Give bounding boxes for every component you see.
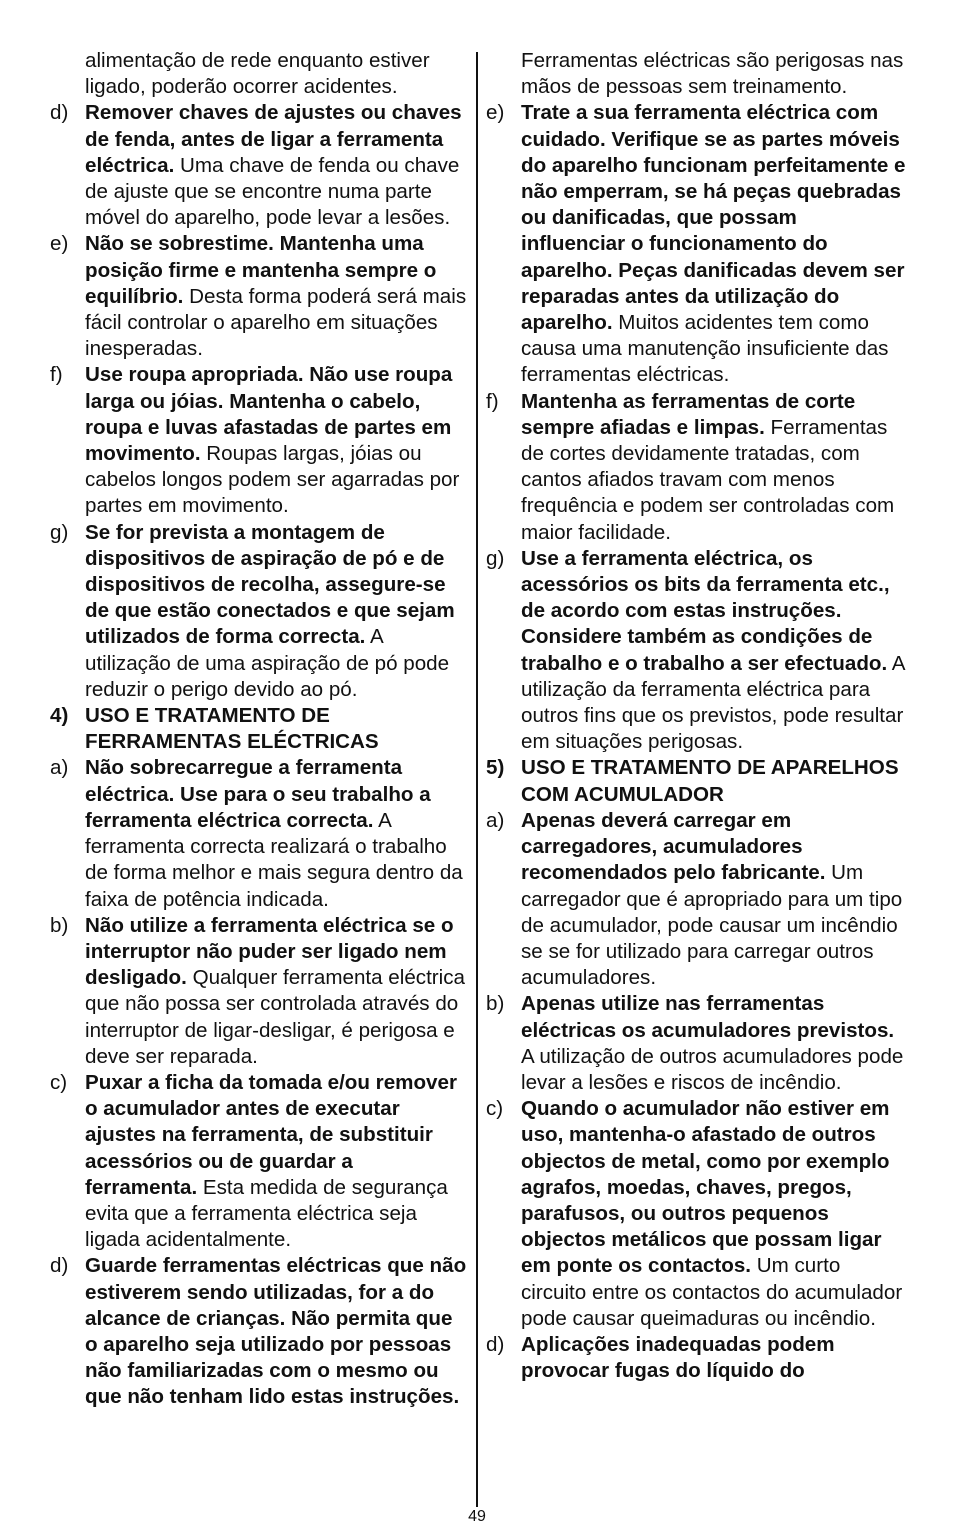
list-item: [486, 1096, 906, 1332]
item-bold-text: Quando o acumulador não estiver em uso, mantenha-o afastado de outros objectos de metal, como por exemplo agrafos, moedas, chaves, pregos, parafusos, ou outros pequenos objectos metálicos que possam ligar em ponte os contactos.: [521, 1097, 890, 1278]
item-text: Ferramentas de cortes devidamente tratadas, com cantos afiados travam com menos frequência e podem ser controladas com maior facilidade.: [521, 415, 895, 544]
item-bold-text: Aplicações inadequadas podem provocar fugas do líquido do: [521, 1332, 835, 1383]
item-bold-text: Não sobrecarregue a ferramenta eléctrica. Use para o seu trabalho a ferramenta eléctrica correcta.: [85, 756, 431, 832]
item-marker: a): [486, 808, 505, 832]
continuation-text: Ferramentas eléctricas são perigosas nas mãos de pessoas sem treinamento.: [521, 49, 904, 99]
section-heading: [50, 703, 468, 755]
item-marker: b): [486, 992, 505, 1016]
list-item: [50, 231, 468, 362]
item-marker: g): [50, 520, 69, 544]
list-item: [486, 389, 906, 546]
list-item: [486, 991, 906, 1096]
item-bold-text: Não se sobrestime. Mantenha uma posição firme e mantenha sempre o equilíbrio.: [85, 232, 437, 308]
item-bold-text: Se for prevista a montagem de dispositivos de aspiração de pó e de dispositivos de recolha, assegure-se de que estão conectados e que sejam utilizados de forma correcta.: [85, 520, 455, 649]
item-bold-text: Mantenha as ferramentas de corte sempre afiadas e limpas.: [521, 389, 856, 439]
item-text: Uma chave de fenda ou chave de ajuste que se encontre numa parte móvel do aparelho, pode levar a lesões.: [85, 153, 460, 230]
list-item: [50, 755, 468, 912]
column-divider: [476, 52, 478, 1507]
item-marker: e): [50, 232, 69, 256]
continuation-text: alimentação de rede enquanto estiver ligado, poderão ocorrer acidentes.: [85, 49, 430, 99]
list-item: [486, 808, 906, 991]
section-title: USO E TRATAMENTO DE APARELHOS COM ACUMULADOR: [521, 756, 899, 806]
item-marker: d): [50, 1254, 69, 1278]
list-item: [486, 546, 906, 756]
item-bold-text: Use roupa apropriada. Não use roupa larga ou jóias. Mantenha o cabelo, roupa e luvas afastadas de partes em movimento.: [85, 363, 453, 466]
section-number: 4): [50, 704, 69, 728]
item-text: Um carregador que é apropriado para um tipo de acumulador, pode causar um incêndio se se for utilizado para carregar outros acumuladores.: [521, 861, 903, 990]
item-text: A utilização de uma aspiração de pó pode reduzir o perigo devido ao pó.: [85, 625, 450, 701]
page-number: 49: [468, 1508, 486, 1525]
item-bold-text: Trate a sua ferramenta eléctrica com cuidado. Verifique se as partes móveis do aparelho funcionam perfeitamente e não emperram, se há peças quebradas ou danificadas, que possam influenciar o funcionamento do aparelho. Peças danificadas devem ser reparadas antes da utilização do aparelho.: [521, 101, 906, 335]
item-bold-text: Não utilize a ferramenta eléctrica se o interruptor não puder ser ligado nem desligado.: [85, 913, 454, 990]
item-text: Muitos acidentes tem como causa uma manutenção insuficiente das ferramentas eléctricas.: [521, 311, 889, 387]
list-item: [50, 520, 468, 703]
item-marker: d): [50, 101, 69, 125]
item-bold-text: Puxar a ficha da tomada e/ou remover o acumulador antes de executar ajustes na ferramenta, de substituir acessórios ou de guardar a ferramenta.: [85, 1070, 457, 1199]
list-item: [486, 100, 906, 388]
section-number: 5): [486, 756, 505, 780]
item-text: Um curto circuito entre os contactos do acumulador pode causar queimaduras ou incêndio.: [521, 1254, 903, 1330]
item-bold-text: Apenas deverá carregar em carregadores, acumuladores recomendados pelo fabricante.: [521, 808, 826, 885]
item-marker: c): [50, 1070, 68, 1094]
right-column: [486, 48, 906, 1384]
list-item: [50, 1253, 468, 1410]
item-bold-text: Apenas utilize nas ferramentas eléctricas os acumuladores previstos.: [521, 992, 895, 1042]
list-item: [50, 100, 468, 231]
item-text: Roupas largas, jóias ou cabelos longos podem ser agarradas por partes em movimento.: [85, 442, 460, 518]
item-text: A ferramenta correcta realizará o trabalho de forma melhor e mais segura dentro da faixa de potência indicada.: [85, 808, 463, 911]
item-text: Qualquer ferramenta eléctrica que não possa ser controlada através do interruptor de ligar-desligar, é perigosa e deve ser reparada.: [85, 966, 465, 1068]
item-marker: a): [50, 756, 69, 780]
item-marker: f): [486, 389, 499, 413]
item-text: Esta medida de segurança evita que a ferramenta eléctrica seja ligada acidentalmente.: [85, 1175, 448, 1252]
item-marker: e): [486, 101, 505, 125]
item-marker: g): [486, 546, 505, 570]
list-item: [50, 1070, 468, 1253]
section-title: USO E TRATAMENTO DE FERRAMENTAS ELÉCTRICAS: [85, 704, 379, 754]
item-text: A utilização de outros acumuladores pode levar a lesões e riscos de incêndio.: [521, 1044, 904, 1094]
item-marker: f): [50, 363, 63, 387]
item-bold-text: Remover chaves de ajustes ou chaves de fenda, antes de ligar a ferramenta eléctrica.: [85, 101, 462, 177]
item-text: Desta forma poderá será mais fácil controlar o aparelho em situações inesperadas.: [85, 284, 467, 361]
list-item: [50, 362, 468, 519]
item-marker: b): [50, 913, 69, 937]
item-text: A utilização da ferramenta eléctrica para outros fins que os previstos, pode resultar em situações perigosas.: [521, 651, 905, 754]
left-column: [50, 48, 468, 1411]
section-heading: [486, 755, 906, 807]
item-marker: c): [486, 1097, 504, 1121]
item-marker: d): [486, 1332, 505, 1356]
item-bold-text: Use a ferramenta eléctrica, os acessórios os bits da ferramenta etc., de acordo com estas instruções. Considere também as condições de trabalho e o trabalho a ser efectuado.: [521, 546, 890, 675]
list-item: [50, 913, 468, 1070]
item-bold-text: Guarde ferramentas eléctricas que não estiverem sendo utilizadas, for a do alcance de crianças. Não permita que o aparelho seja utilizado por pessoas não familiarizadas com o mesmo ou que não tenham lido estas instruções.: [85, 1254, 467, 1409]
list-item: [486, 1332, 906, 1384]
